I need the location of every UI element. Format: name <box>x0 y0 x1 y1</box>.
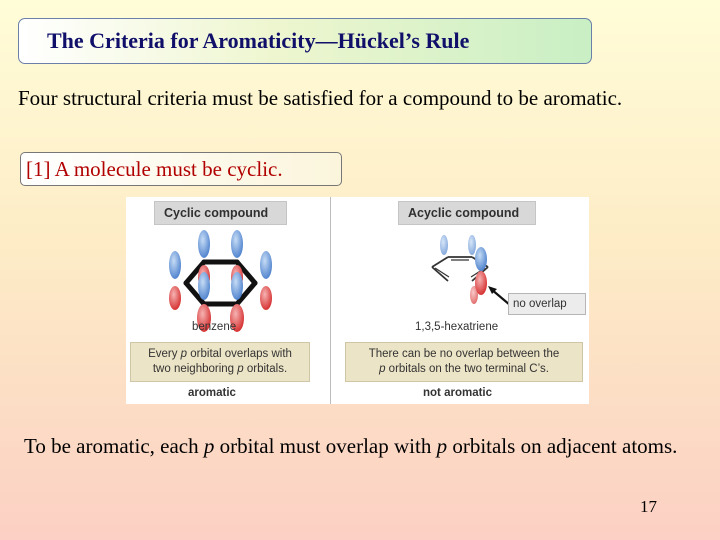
acyclic-explain-text: orbitals on the two terminal C’s. <box>385 362 549 375</box>
acyclic-explanation <box>345 342 583 382</box>
conclusion-italic: p <box>436 434 448 458</box>
cyclic-header: Cyclic compound <box>154 201 287 225</box>
acyclic-explain-text: There can be no overlap between the <box>368 348 560 360</box>
no-overlap-arrow <box>488 286 510 305</box>
conclusion-text: orbital must overlap with <box>214 434 437 458</box>
criterion-text: [1] A molecule must be cyclic. <box>26 157 283 181</box>
slide-title: The Criteria for Aromaticity—Hückel’s Rule <box>47 28 470 53</box>
cyclic-explain-text: orbitals. <box>243 362 288 375</box>
acyclic-header: Acyclic compound <box>398 201 536 225</box>
acyclic-verdict: not aromatic <box>423 387 493 399</box>
orbital-figure <box>126 197 589 404</box>
conclusion-paragraph <box>24 432 690 461</box>
hexatriene-p-orbitals <box>440 235 487 304</box>
no-overlap-callout: no overlap <box>508 293 586 315</box>
cyclic-explain-text: orbital overlaps with <box>187 348 292 360</box>
cyclic-verdict: aromatic <box>188 387 236 399</box>
conclusion-italic: p <box>203 434 215 458</box>
conclusion-text: orbitals on adjacent atoms. <box>447 434 678 458</box>
cyclic-explain-text: two neighboring <box>152 362 238 375</box>
title-box <box>18 18 592 64</box>
cyclic-explain-italic: p <box>180 348 188 360</box>
acyclic-explain-italic: p <box>379 362 386 375</box>
intro-paragraph: Four structural criteria must be satisfied for a compound to be aromatic. <box>18 86 623 110</box>
cyclic-explain-italic: p <box>237 362 244 375</box>
hexatriene-label: 1,3,5-hexatriene <box>415 321 499 333</box>
cyclic-explain-text: Every <box>148 348 181 360</box>
page-number: 17 <box>640 497 657 516</box>
benzene-label: benzene <box>192 321 237 333</box>
conclusion-text: To be aromatic, each <box>24 434 204 458</box>
criterion-box <box>20 152 342 186</box>
